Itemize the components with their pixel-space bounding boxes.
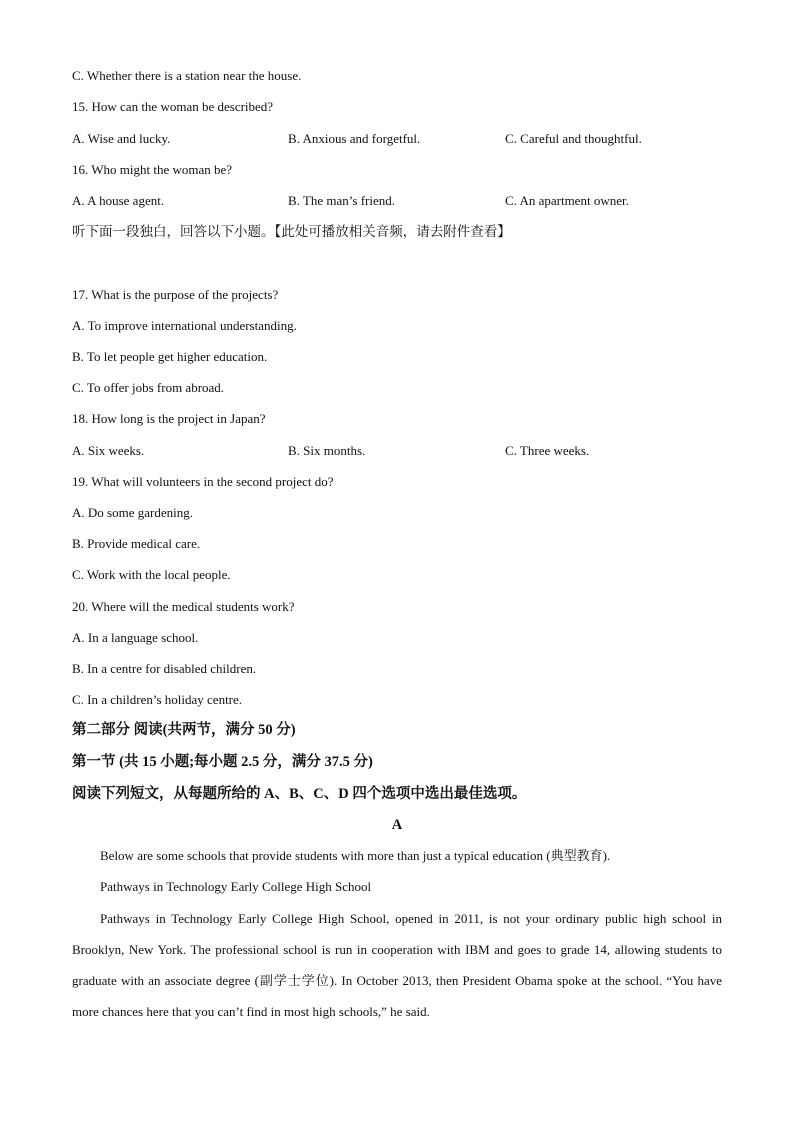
q19-option-a: A. Do some gardening. [72,505,193,520]
q17-option-b: B. To let people get higher education. [72,349,268,364]
section-one-heading: 第一节 (共 15 小题;每小题 2.5 分，满分 37.5 分) [72,754,373,770]
part-two-heading: 第二部分 阅读(共两节，满分 50 分) [72,722,296,738]
q19-option-b: B. Provide medical care. [72,536,201,551]
q20-option-c: C. In a children’s holiday centre. [72,692,243,707]
q15-option-a: A. Wise and lucky. [72,131,171,146]
q18-option-c: C. Three weeks. [505,443,590,458]
question-15: 15. How can the woman be described? [72,99,274,114]
question-16: 16. Who might the woman be? [72,162,233,177]
q16-option-c: C. An apartment owner. [505,193,629,208]
q19-option-c: C. Work with the local people. [72,567,231,582]
listening-instruction: 听下面一段独白，回答以下小题。【此处可播放相关音频，请去附件查看】 [72,224,511,240]
passage-paragraph: Pathways in Technology Early College High School, opened in 2011, is not your ordinary public high school in Brooklyn, New York. The professional school is run in cooperation with IBM and goes to grade 14, allowing students to graduate with an associate degree (副学士学位). In October 2013, then President Obama spoke at the school. “You have more chances here that you can’t find in most high schools,” he said. [72,911,722,1019]
q20-option-a: A. In a language school. [72,630,199,645]
question-17: 17. What is the purpose of the projects? [72,287,279,302]
q17-option-a: A. To improve international understanding. [72,318,297,333]
passage-intro: Below are some schools that provide students with more than just a typical education (典型教育). [100,848,611,863]
reading-directions: 阅读下列短文，从每题所给的 A、B、C、D 四个选项中选出最佳选项。 [72,786,527,802]
q18-option-b: B. Six months. [288,443,366,458]
q15-option-c: C. Careful and thoughtful. [505,131,642,146]
q18-option-a: A. Six weeks. [72,443,145,458]
question-19: 19. What will volunteers in the second project do? [72,474,334,489]
school-name: Pathways in Technology Early College High School [100,879,372,894]
q16-option-a: A. A house agent. [72,193,165,208]
passage-label: A [391,817,403,833]
option-line: C. Whether there is a station near the house. [72,68,302,83]
q20-option-b: B. In a centre for disabled children. [72,661,257,676]
question-18: 18. How long is the project in Japan? [72,411,266,426]
q17-option-c: C. To offer jobs from abroad. [72,380,225,395]
q15-option-b: B. Anxious and forgetful. [288,131,421,146]
question-20: 20. Where will the medical students work? [72,599,295,614]
q16-option-b: B. The man’s friend. [288,193,395,208]
